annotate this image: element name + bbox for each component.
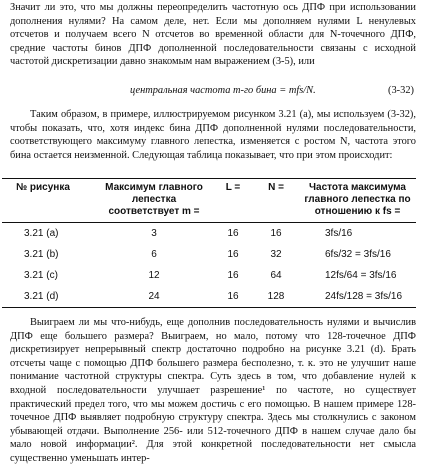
cell-figure: 3.21 (d) [24, 290, 59, 302]
equation-text: центральная частота m-го бина = mfs/N. [130, 85, 316, 96]
main-lobe-table [2, 178, 416, 308]
cell-frequency: 24fs/128 = 3fs/16 [325, 290, 403, 302]
cell-figure: 3.21 (a) [24, 227, 59, 239]
cell-L: 16 [227, 269, 239, 281]
equation-3-32 [10, 84, 416, 98]
cell-frequency: 12fs/64 = 3fs/16 [325, 269, 397, 281]
cell-m: 12 [148, 269, 160, 281]
cell-m: 24 [148, 290, 160, 302]
table-row [2, 265, 416, 286]
cell-frequency: 6fs/32 = 3fs/16 [325, 248, 391, 260]
cell-m: 3 [151, 227, 157, 239]
cell-L: 16 [227, 227, 239, 239]
paragraph-zero-padding-question: Значит ли это, что мы должны переопределить частотную ось ДПФ при использовании дополнения нулями? На самом деле, нет. Если мы дополняем нулями L ненулевых отсчетов и получаем всего N отсчетов во временной области для N-точечного ДПФ, средние частоты бинов ДПФ дополненной последовательности связаны с исходной частотой дискретизации давно знакомым нам выражением (3-5), или [10, 2, 416, 68]
cell-m: 6 [151, 248, 157, 260]
equation-number: (3-32) [388, 85, 414, 96]
table-row [2, 244, 416, 265]
header-max-lobe: Максимум главного лепестка соответствует m = [105, 182, 203, 217]
cell-figure: 3.21 (b) [24, 248, 59, 260]
header-L: L = [225, 182, 241, 193]
cell-frequency: 3fs/16 [325, 227, 353, 239]
cell-figure: 3.21 (c) [24, 269, 58, 281]
cell-N: 128 [267, 290, 285, 302]
header-figure: № рисунка [16, 182, 70, 193]
cell-L: 16 [227, 248, 239, 260]
table-row [2, 223, 416, 245]
table-header-row [2, 179, 416, 223]
header-N: N = [268, 182, 284, 193]
header-frequency: Частота максимума главного лепестка по отношению к fs = [304, 182, 411, 217]
cell-L: 16 [227, 290, 239, 302]
cell-N: 32 [270, 248, 282, 260]
table-row [2, 286, 416, 308]
paragraph-table-intro: Таким образом, в примере, иллюстрируемом рисунком 3.21 (а), мы используем (3-32), чтобы показать, что, хотя индекс бина ДПФ дополненной нулями последовательности, соответствующего максимуму главного лепестка, изменяется с ростом N, частота этого бина остается неизменной. Следующая таблица показывает, что при этом происходит: [10, 109, 416, 161]
cell-N: 16 [270, 227, 282, 239]
paragraph-diminishing-returns: Выиграем ли мы что-нибудь, еще дополнив последовательность нулями и вычислив ДПФ еще большего размера? Выиграем, но мало, потому что 128-точечное ДПФ дискретизирует непрерывный спектр достаточно подробно на рисунке 3.21 (d). Брать отсчеты чаще с помощью ДПФ большего размера бесполезно, т. к. это не улучшит наше понимание частотной структуры спектра. Суть здесь в том, что добавление нулей к входной последовательности улучшает разрешение¹ по частоте, но существует практический предел того, что мы можем достичь с его помощью. В нашем примере 128-точечное ДПФ выявляет подробную структуру спектра. Здесь мы столкнулись с законом убывающей отдачи. Выполнение 256- или 512-точечного ДПФ в нашем случае дало бы мало новой информации². Для этой конкретной последовательности нет смысла существенно уменьшать интер- [10, 317, 416, 464]
cell-N: 64 [270, 269, 282, 281]
